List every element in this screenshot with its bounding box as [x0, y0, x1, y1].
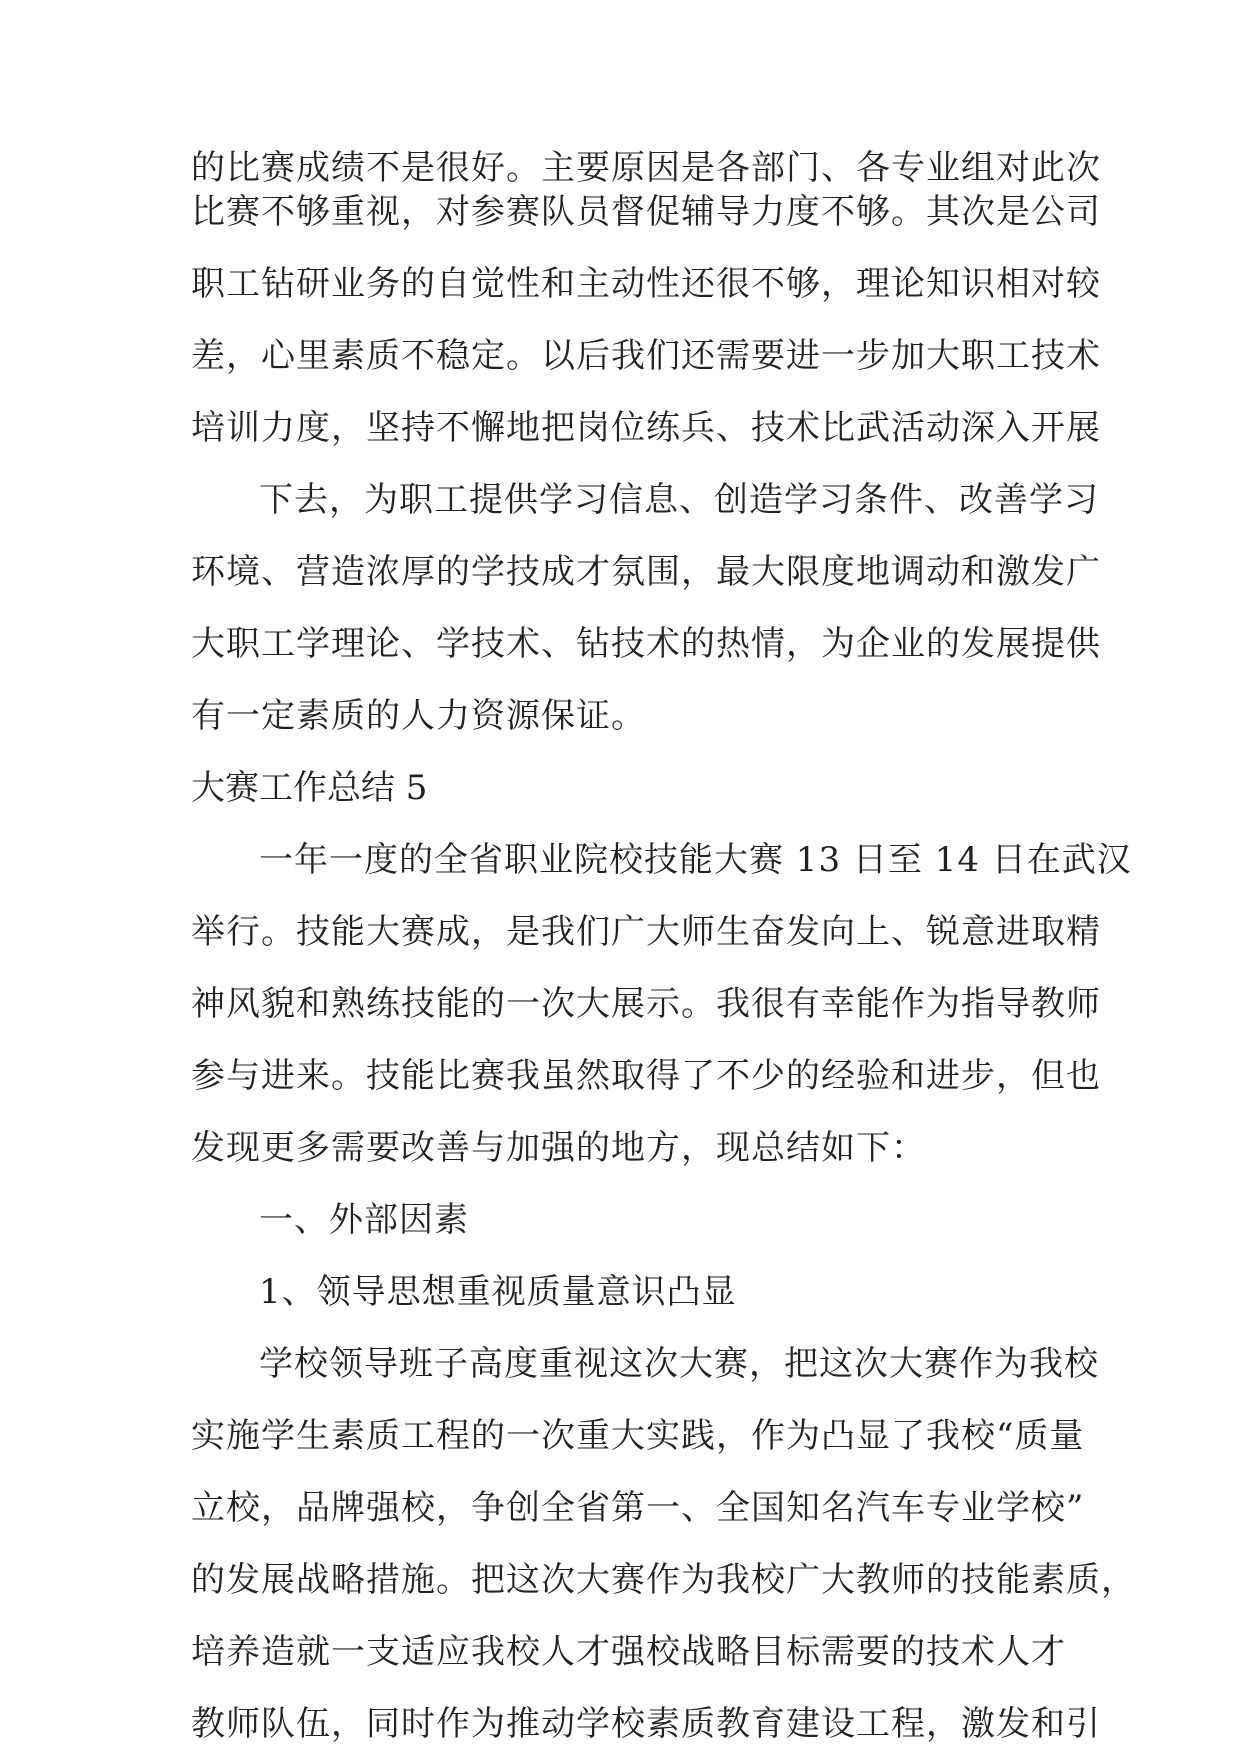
text-line: 培养造就一支适应我校人才强校战略目标需要的技术人才: [191, 1632, 1066, 1672]
text-line: 发现更多需要改善与加强的地方，现总结如下：: [191, 1128, 926, 1168]
text-line: 实施学生素质工程的一次重大实践，作为凸显了我校“质量: [191, 1416, 1085, 1456]
text-line: 的发展战略措施。把这次大赛作为我校广大教师的技能素质，: [191, 1560, 1136, 1600]
text-line: 差，心里素质不稳定。以后我们还需要进一步加大职工技术: [191, 336, 1101, 376]
text-line: 培训力度，坚持不懈地把岗位练兵、技术比武活动深入开展: [191, 408, 1101, 448]
text-line: 比赛不够重视，对参赛队员督促辅导力度不够。其次是公司: [191, 192, 1101, 232]
text-line: 有一定素质的人力资源保证。: [191, 696, 646, 736]
text-line: 教师队伍，同时作为推动学校素质教育建设工程，激发和引: [191, 1704, 1101, 1744]
text-line: 职工钻研业务的自觉性和主动性还很不够，理论知识相对较: [191, 264, 1101, 304]
section-title: 大赛工作总结 5: [191, 768, 428, 808]
text-line: 下去，为职工提供学习信息、创造学习条件、改善学习: [259, 480, 1099, 520]
text-line: 大职工学理论、学技术、钻技术的热情，为企业的发展提供: [191, 624, 1101, 664]
text-line: 立校，品牌强校，争创全省第一、全国知名汽车专业学校”: [191, 1488, 1085, 1528]
text-line: 的比赛成绩不是很好。主要原因是各部门、各专业组对此次: [191, 148, 1101, 188]
text-line: 神风貌和熟练技能的一次大展示。我很有幸能作为指导教师: [191, 984, 1101, 1024]
subheading: 1、领导思想重视质量意识凸显: [259, 1272, 737, 1312]
text-line: 参与进来。技能比赛我虽然取得了不少的经验和进步，但也: [191, 1056, 1101, 1096]
subheading: 一、外部因素: [259, 1200, 469, 1240]
text-line: 学校领导班子高度重视这次大赛，把这次大赛作为我校: [259, 1344, 1099, 1384]
text-line: 举行。技能大赛成，是我们广大师生奋发向上、锐意进取精: [191, 912, 1101, 952]
text-line: 一年一度的全省职业院校技能大赛 13 日至 14 日在武汉: [259, 840, 1132, 880]
text-line: 环境、营造浓厚的学技成才氛围，最大限度地调动和激发广: [191, 552, 1101, 592]
